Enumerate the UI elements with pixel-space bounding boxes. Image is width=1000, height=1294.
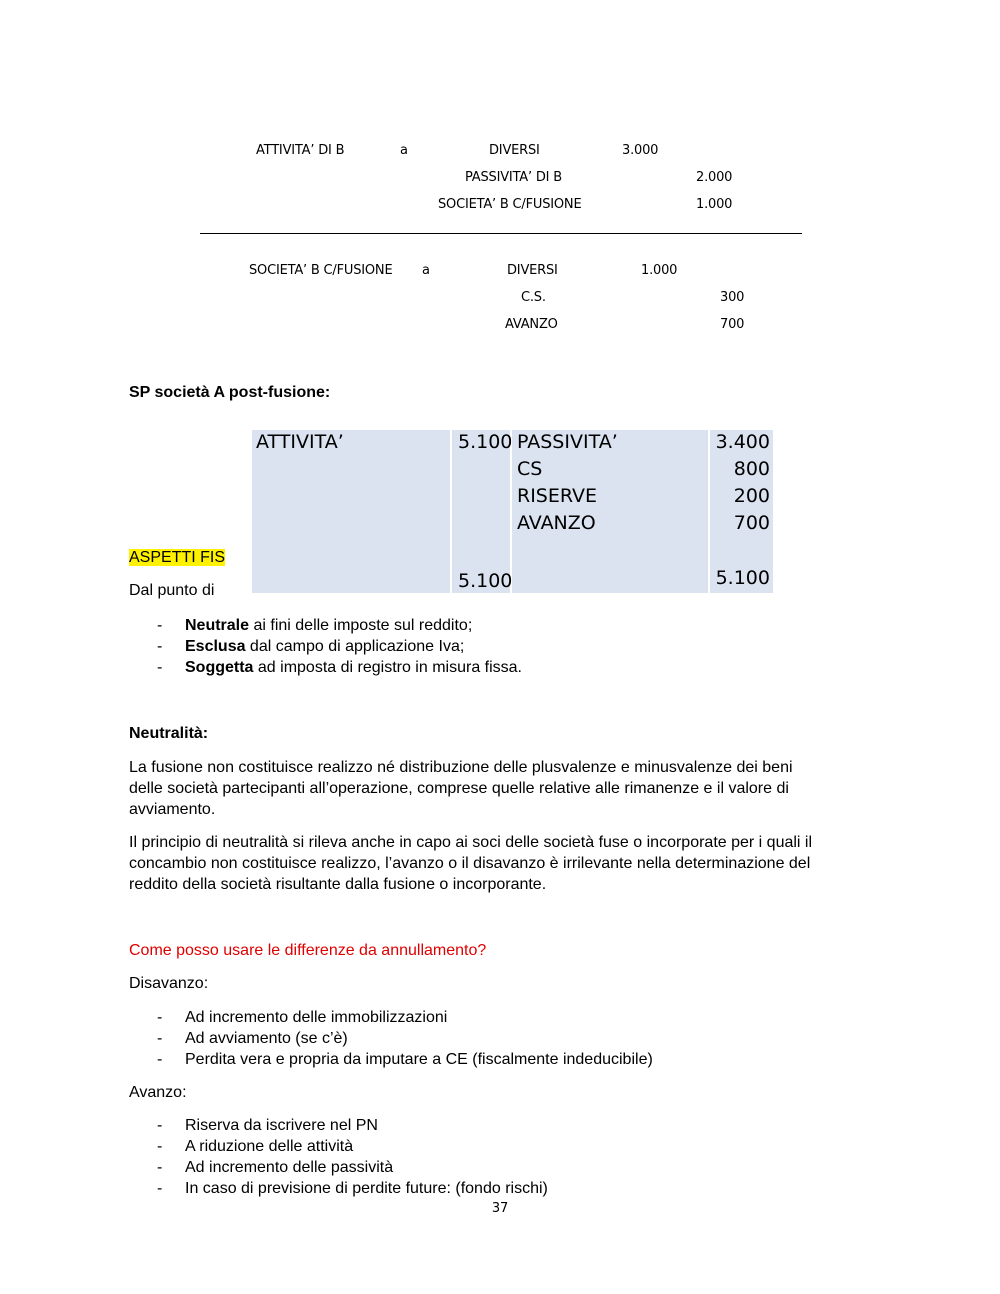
fiscal-aspects-list <box>129 615 522 678</box>
assets-total: 5.100 <box>458 570 513 592</box>
entry2-line-account: C.S. <box>521 290 546 305</box>
paragraph-line: Il principio di neutralità si rileva anche in capo ai soci delle società fuse o incorporate per i quali il <box>129 834 813 851</box>
entry2-line-account: AVANZO <box>505 317 558 332</box>
liability-label: AVANZO <box>517 512 596 534</box>
list-item: - Ad incremento delle passività <box>157 1159 394 1176</box>
entry2-line-amount: 300 <box>720 290 745 305</box>
liability-label: CS <box>517 458 543 480</box>
sp-heading: SP società A post-fusione: <box>129 384 331 401</box>
entry2-total: 1.000 <box>641 263 678 278</box>
entry1-line-amount: 2.000 <box>696 170 733 185</box>
paragraph-line: concambio non costituisce realizzo, l’avanzo o il disavanzo è irrilevante nella determinazione del <box>129 855 811 872</box>
entry1-diversi: DIVERSI <box>489 143 540 158</box>
avanzo-list <box>129 1115 548 1199</box>
question-heading: Come posso usare le differenze da annullamento? <box>129 942 487 959</box>
assets-value-cell <box>452 430 513 593</box>
disavanzo-label: Disavanzo: <box>129 975 209 992</box>
liability-label: PASSIVITA’ <box>517 431 618 453</box>
dal-punto-text: Dal punto di <box>129 582 215 599</box>
entry2-a: a <box>422 263 430 278</box>
entry2-line-amount: 700 <box>720 317 745 332</box>
entry2-debit-account: SOCIETA’ B C/FUSIONE <box>249 263 393 278</box>
aspetti-fiscali-heading: ASPETTI FIS <box>129 549 226 566</box>
liability-label: RISERVE <box>517 485 598 507</box>
list-item: - Perdita vera e propria da imputare a CE (fiscalmente indeducibile) <box>157 1051 653 1068</box>
paragraph-line: La fusione non costituisce realizzo né distribuzione delle plusvalenze e minusvalenze dei beni <box>129 759 793 776</box>
neutralita-heading: Neutralità: <box>129 725 209 742</box>
assets-value: 5.100 <box>458 431 513 453</box>
list-item: - Soggetta ad imposta di registro in misura fissa. <box>157 659 522 676</box>
assets-label: ATTIVITA’ <box>256 431 344 453</box>
list-item: - Neutrale ai fini delle imposte sul reddito; <box>157 617 473 634</box>
list-item: - Ad avviamento (se c’è) <box>157 1030 348 1047</box>
paragraph-line: reddito della società risultante dalla fusione o incorporante. <box>129 876 547 893</box>
entry1-total: 3.000 <box>622 143 659 158</box>
liability-value: 700 <box>733 512 770 534</box>
entry1-debit-account: ATTIVITA’ DI B <box>256 143 345 158</box>
disavanzo-list <box>129 1007 653 1070</box>
liabilities-total: 5.100 <box>715 567 770 589</box>
separator-line <box>200 233 802 234</box>
list-item: - Riserva da iscrivere nel PN <box>157 1117 378 1134</box>
avanzo-label: Avanzo: <box>129 1084 187 1101</box>
paragraph-line: avviamento. <box>129 801 216 818</box>
entry1-line-account: SOCIETA’ B C/FUSIONE <box>438 197 582 212</box>
liability-value: 800 <box>733 458 770 480</box>
assets-label-cell <box>252 430 450 593</box>
entry2-diversi: DIVERSI <box>507 263 558 278</box>
liability-value: 200 <box>733 485 770 507</box>
entry1-line-account: PASSIVITA’ DI B <box>465 170 562 185</box>
entry1-line-amount: 1.000 <box>696 197 733 212</box>
list-item: - Esclusa dal campo di applicazione Iva; <box>157 638 465 655</box>
list-item: - Ad incremento delle immobilizzazioni <box>157 1009 448 1026</box>
page-number: 37 <box>491 1201 509 1216</box>
list-item: - In caso di previsione di perdite future: (fondo rischi) <box>157 1180 548 1197</box>
entry1-a: a <box>400 143 408 158</box>
liability-value: 3.400 <box>715 431 770 453</box>
paragraph-line: delle società partecipanti all’operazione, comprese quelle relative alle rimanenze e il valore di <box>129 780 789 797</box>
list-item: - A riduzione delle attività <box>157 1138 354 1155</box>
